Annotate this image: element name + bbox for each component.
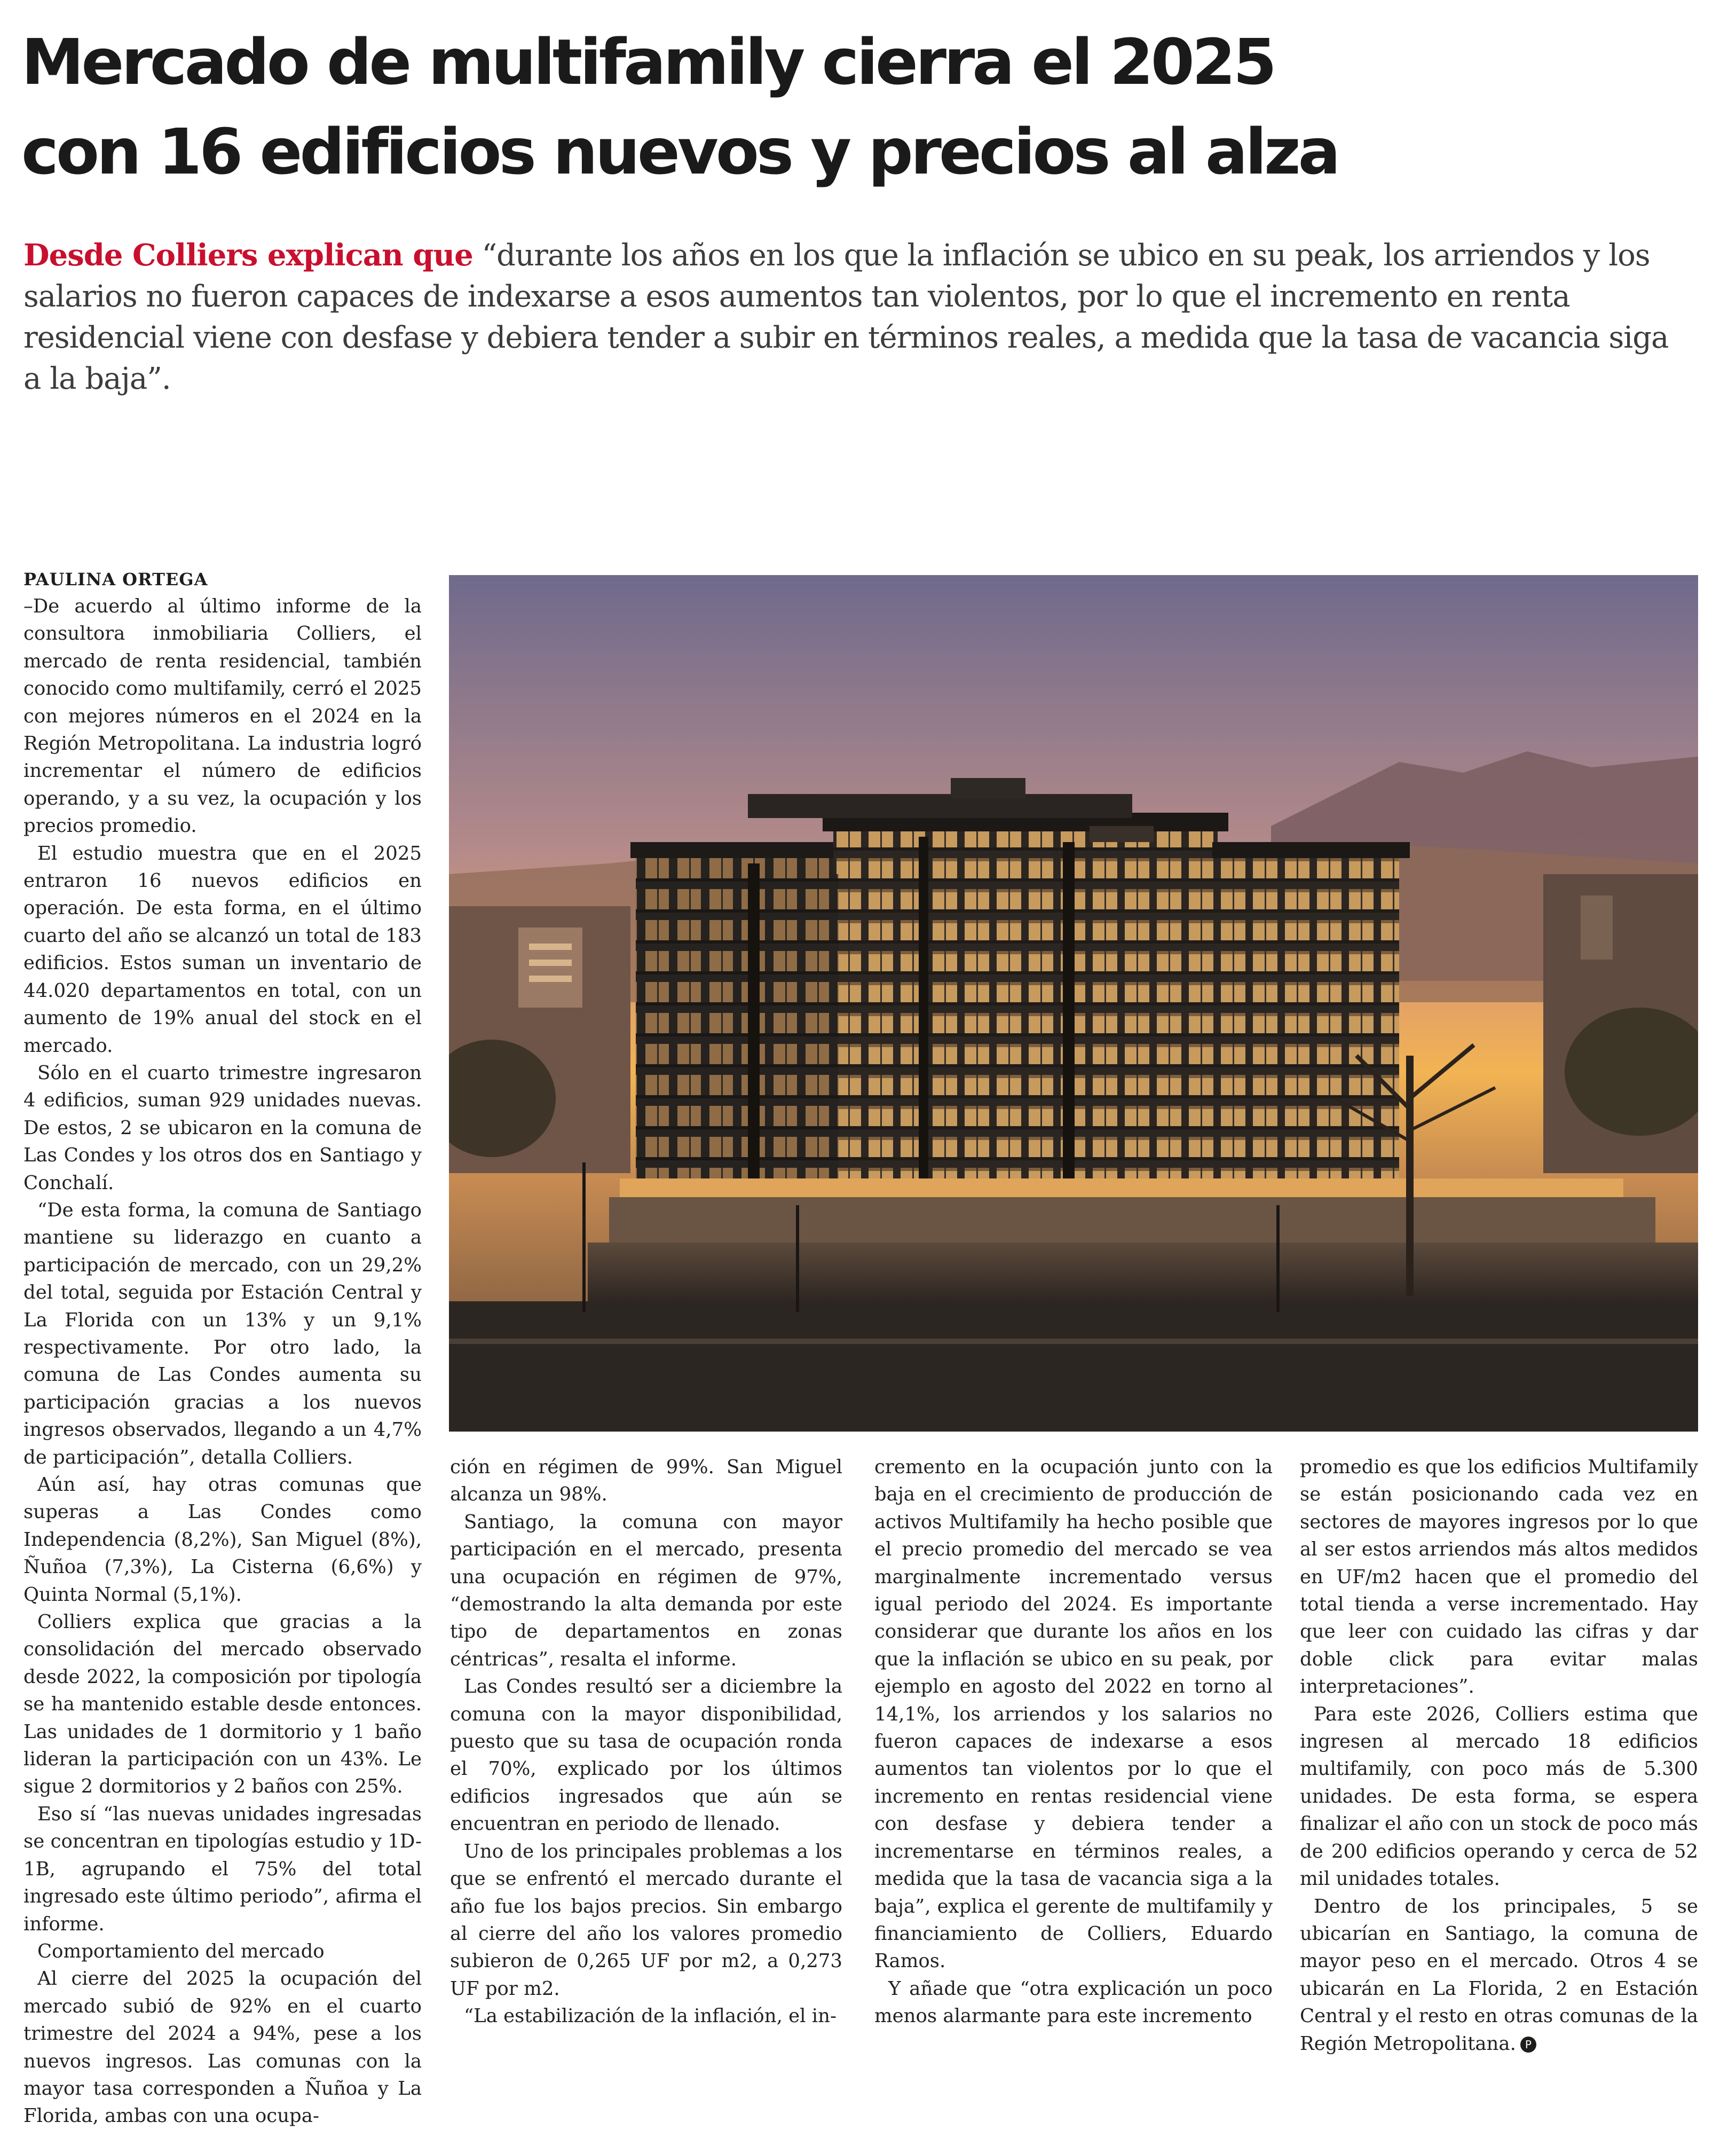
paragraph: “La estabilización de la inflación, el in- (464, 2005, 837, 2027)
paragraph: Sólo en el cuarto trimestre ingresaron 4 edificios, suman 929 unidades nuevas. De estos, 2 se ubicaron en la comuna de Las Condes y los otros dos en Santiago y Conchalí. (23, 1062, 422, 1194)
paragraph: Aún así, hay otras comunas que superas a Las Condes como Independencia (8,2%), San Miguel (8%), Ñuñoa (7,3%), La Cisterna (6,6%) y Quinta Normal (5,1%). (23, 1474, 422, 1606)
paragraph: Uno de los principales problemas a los que se enfrentó el mercado durante el año fue los bajos precios. Sin embargo al cierre del año los valores promedio subieron de 0,265 UF por m2, a 0,273 UF por m2. (450, 1840, 842, 2000)
paragraph: –De acuerdo al último informe de la consultora inmobiliaria Colliers, el mercado de renta residencial, también conocido como multifamily, cerró el 2025 con mejores números en el 2024 en la Región Metropolitana. La industria logró incrementar el número de edificios operando, y a su vez, la ocupación y los precios promedio. (23, 595, 422, 837)
paragraph: promedio es que los edificios Multifamily se están posicionando cada vez en sectores de mayores ingresos por lo que al ser estos arriendos más altos medidos en UF/m2 hacen que el promedio del total tienda a verse incrementado. Hay que leer con cuidado las cifras y dar doble click para evitar malas interpretaciones”. (1300, 1456, 1698, 1698)
subhead: Comportamiento del mercado (37, 1940, 325, 1962)
byline: PAULINA ORTEGA (23, 569, 208, 590)
paragraph: Eso sí “las nuevas unidades ingresadas se concentran en tipologías estudio y 1D-1B, agrupando el 75% del total ingresado este último periodo”, afirma el informe. (23, 1803, 422, 1935)
paragraph: Colliers explica que gracias a la consolidación del mercado observado desde 2022, la composición por tipología se ha mantenido estable desde entonces. Las unidades de 1 dormitorio y 1 baño lideran la participación con un 43%. Le sigue 2 dormitorios y 2 baños con 25%. (23, 1611, 422, 1798)
paragraph: Y añade que “otra explicación un poco menos alarmante para este incremento (874, 1977, 1273, 2027)
body-column-2 (450, 1453, 842, 2030)
body-column-4 (1300, 1453, 1698, 2057)
paragraph: Santiago, la comuna con mayor participación en el mercado, presenta una ocupación en régimen de 97%, “demostrando la alta demanda por este tipo de departamentos en zonas céntricas”, resalta el informe. (450, 1511, 842, 1670)
paragraph: Para este 2026, Colliers estima que ingresen al mercado 18 edificios multifamily, con poco más de 5.300 unidades. De esta forma, se espera finalizar el año con un stock de poco más de 200 edificios operando y cerca de 52 mil unidades totales. (1300, 1703, 1698, 1890)
paragraph: “De esta forma, la comuna de Santiago mantiene su liderazgo en cuanto a participación de mercado, con un 29,2% del total, seguida por Estación Central y La Florida con un 13% y un 9,1% respectivamente. Por otro lado, la comuna de Las Condes aumenta su participación gracias a los nuevos ingresos observados, llegando a un 4,7% de participación”, detalla Colliers. (23, 1199, 422, 1468)
headline (21, 17, 1708, 197)
building-photo-icon (449, 575, 1698, 1432)
paragraph: Al cierre del 2025 la ocupación del mercado subió de 92% en el cuarto trimestre del 2024 a 94%, pese a los nuevos ingresos. Las comunas con la mayor tasa corresponden a Ñuñoa y La Florida, ambas con una ocupa- (23, 1968, 422, 2127)
end-mark-icon: P (1520, 2037, 1536, 2053)
body-column-3 (874, 1453, 1273, 2030)
paragraph (1300, 1893, 1698, 2057)
paragraph-text: Dentro de los principales, 5 se ubicarían en Santiago, la comuna de mayor peso en el mercado. Otros 4 se ubicarán en La Florida, 2 en Estación Central y el resto en otras comunas de la Región Metropolitana. (1300, 1895, 1698, 2055)
paragraph: El estudio muestra que en el 2025 entraron 16 nuevos edificios en operación. De esta forma, en el último cuarto del año se alcanzó un total de 183 edificios. Estos suman un inventario de 44.020 departamentos en total, con un aumento de 19% anual del stock en el mercado. (23, 842, 422, 1057)
headline-line-2: con 16 edificios nuevos y precios al alza (21, 115, 1338, 188)
paragraph: ción en régimen de 99%. San Miguel alcanza un 98%. (450, 1456, 842, 1506)
paragraph: cremento en la ocupación junto con la baja en el crecimiento de producción de activos Multifamily ha hecho posible que el precio promedio del mercado se vea marginalmente incrementado versus igual periodo del 2024. Es importante considerar que durante los años en los que la inflación se ubico en su peak, por ejemplo en agosto del 2022 en torno al 14,1%, los arriendos y los salarios no fueron capaces de indexarse a esos aumentos tan violentos por lo que el incremento en rentas residencial viene con desfase y debiera tender a incrementarse en términos reales, a medida que la tasa de vacancia siga a la baja”, explica el gerente de multifamily y financiamiento de Colliers, Eduardo Ramos. (874, 1456, 1273, 1972)
body-column-1 (23, 593, 422, 2130)
deck-text: “durante los años en los que la inflación se ubico en su peak, los arriendos y los salarios no fueron capaces de indexarse a esos aumentos tan violentos, por lo que el incremento en renta residencial viene con desfase y debiera tender a subir en términos reales, a medida que la tasa de vacancia siga a la baja”. (23, 238, 1669, 396)
paragraph: Las Condes resultó ser a diciembre la comuna con la mayor disponibilidad, puesto que su tasa de ocupación ronda el 70%, explicado por los últimos edificios ingresados que aún se encuentran en periodo de llenado. (450, 1676, 842, 1835)
deck (23, 235, 1689, 399)
building-photo (449, 575, 1698, 1432)
deck-lead: Desde Colliers explican que (23, 238, 473, 273)
headline-line-1: Mercado de multifamily cierra el 2025 (21, 25, 1274, 99)
